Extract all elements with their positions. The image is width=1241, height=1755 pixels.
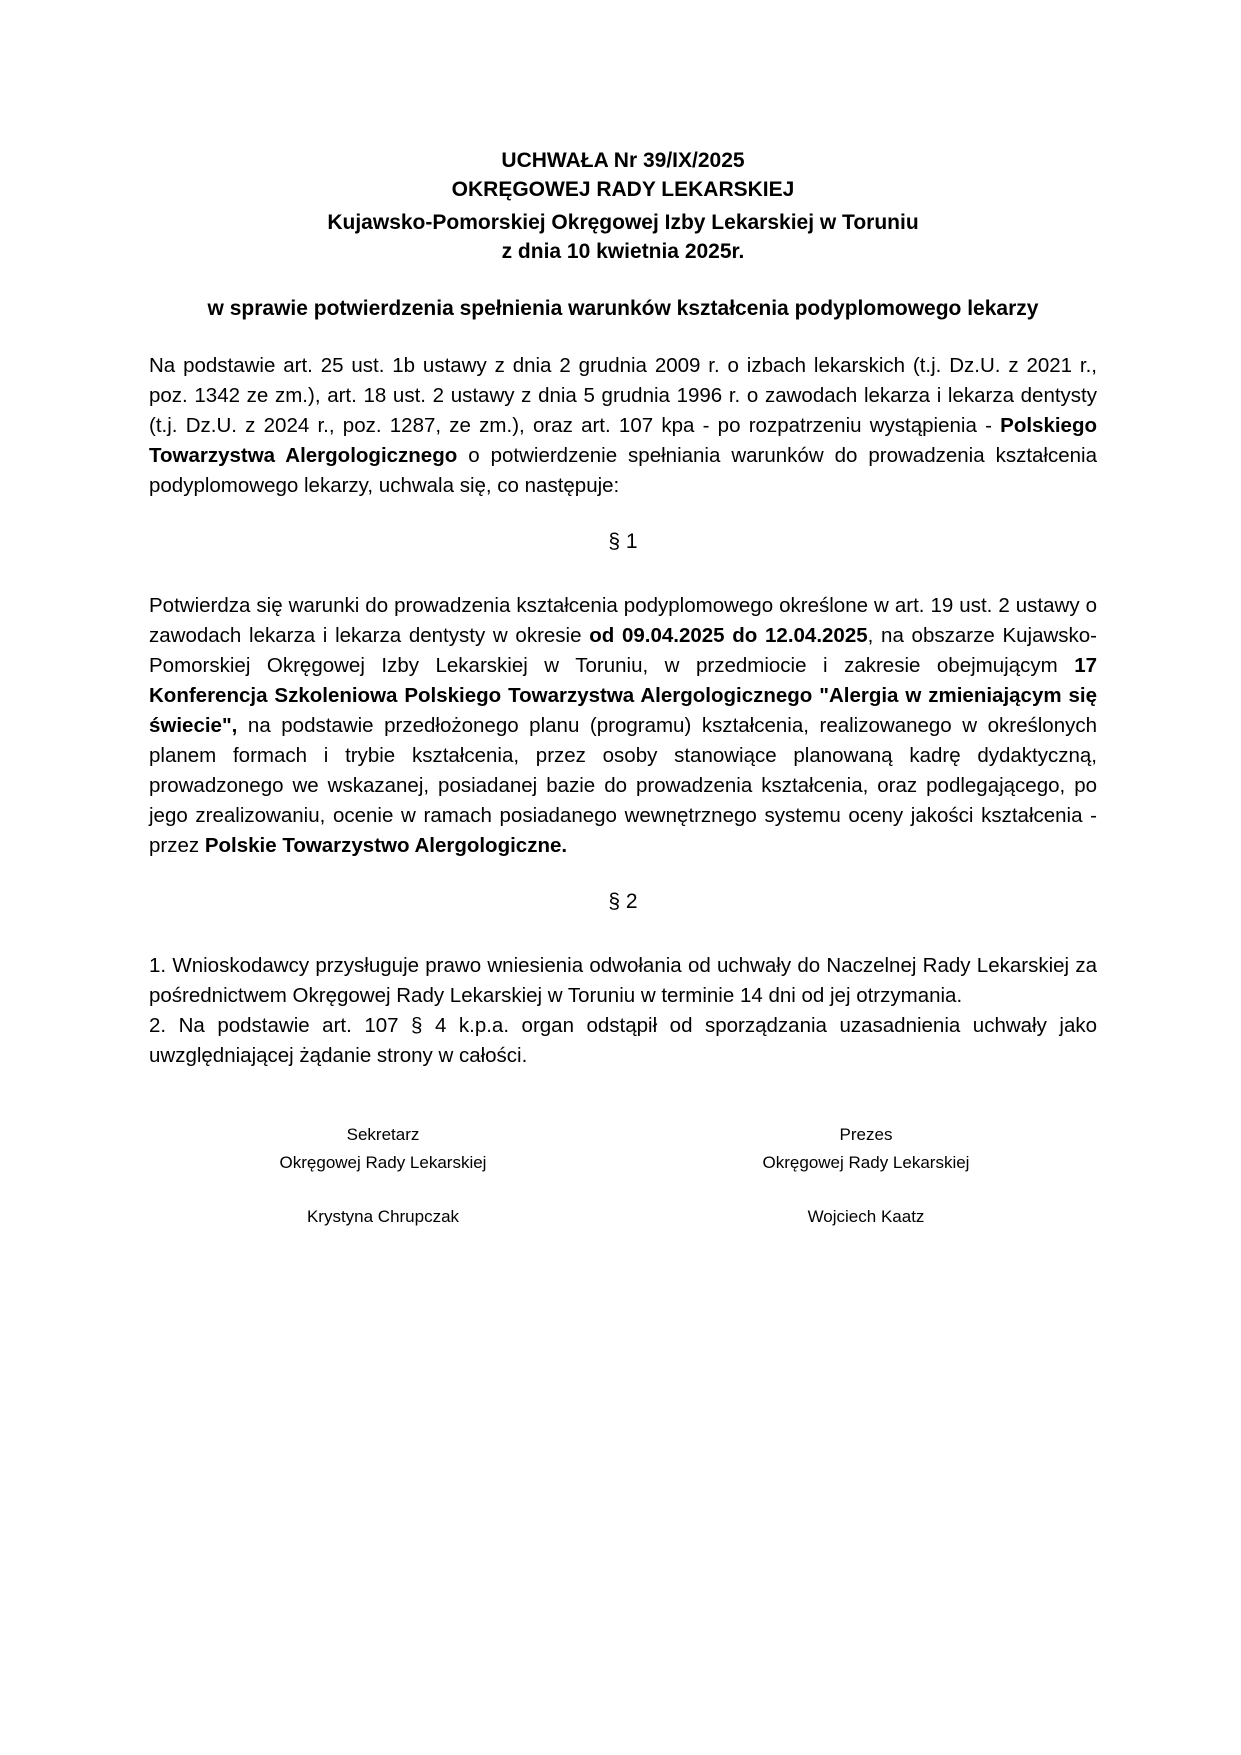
council-name: OKRĘGOWEJ RADY LEKARSKIEJ bbox=[451, 178, 795, 201]
resolution-subject: w sprawie potwierdzenia spełnienia warunków kształcenia podyplomowego lekarzy bbox=[207, 297, 1039, 320]
secretary-body: Okręgowej Rady Lekarskiej bbox=[279, 1153, 487, 1172]
legal-basis-text-1: Na podstawie art. 25 ust. 1b ustawy z dnia 2 grudnia 2009 r. o izbach lekarskich (t.j. Dz.U. z 2021 r., poz. 1342 ze zm.), art. 18 ust. 2 ustawy z dnia 5 grudnia 1996 r. o zawodach lekarza i lekarza dentysty (t.j. Dz.U. z 2024 r., poz. 1287, ze zm.), oraz art. 107 kpa - po rozpatrzeniu wystąpienia - bbox=[149, 354, 1097, 437]
secretary-name: Krystyna Chrupczak bbox=[306, 1207, 460, 1226]
president-role: Prezes bbox=[839, 1125, 893, 1144]
section-2-item-2: 2. Na podstawie art. 107 § 4 k.p.a. organ odstąpił od sporządzania uzasadnienia uchwały jako uwzględniającej żądanie strony w całości. bbox=[149, 1014, 1097, 1067]
legal-basis-paragraph bbox=[149, 351, 1097, 501]
section-1-text-3: na podstawie przedłożonego planu (programu) kształcenia, realizowanego w określonych planem formach i trybie kształcenia, przez osoby stanowiące planowaną kadrę dydaktyczną, prowadzonego we wskazanej, posiadanej bazie do prowadzenia kształcenia, oraz podlegającego, po jego zrealizowaniu, ocenie w ramach posiadanego wewnętrznego systemu oceny jakości kształcenia - przez bbox=[149, 714, 1097, 857]
signature-president bbox=[706, 1121, 1026, 1231]
section-1-text-1: Potwierdza się warunki do prowadzenia kształcenia podyplomowego określone w art. 19 ust. 2 ustawy o zawodach lekarza i lekarza dentysty w okresie bbox=[149, 594, 1097, 647]
legal-basis-text-2: o potwierdzenie spełniania warunków do prowadzenia kształcenia podyplomowego lekarzy, uchwala się, co następuje: bbox=[149, 444, 1097, 497]
section-1-mark: § 1 bbox=[608, 530, 638, 553]
chamber-name: Kujawsko-Pomorskiej Okręgowej Izby Lekarskiej w Toruniu bbox=[327, 211, 919, 234]
signature-secretary bbox=[223, 1121, 543, 1231]
signature-block bbox=[149, 1121, 1097, 1251]
organizer-name: Polskie Towarzystwo Alergologiczne. bbox=[204, 834, 568, 857]
section-1-text-2: , na obszarze Kujawsko-Pomorskiej Okręgowej Izby Lekarskiej w Toruniu, w przedmiocie i zakresie obejmującym bbox=[149, 624, 1098, 677]
training-period: od 09.04.2025 do 12.04.2025 bbox=[589, 624, 868, 647]
conference-title: 17 Konferencja Szkoleniowa Polskiego Towarzystwa Alergologicznego "Alergia w zmieniającym się świecie", bbox=[149, 654, 1097, 737]
president-body: Okręgowej Rady Lekarskiej bbox=[762, 1153, 970, 1172]
section-1-paragraph bbox=[149, 591, 1097, 861]
president-name: Wojciech Kaatz bbox=[807, 1207, 925, 1226]
secretary-role: Sekretarz bbox=[346, 1125, 420, 1144]
resolution-number: UCHWAŁA Nr 39/IX/2025 bbox=[501, 149, 745, 172]
document-content bbox=[149, 146, 1097, 1251]
section-2-items bbox=[149, 951, 1097, 1071]
section-2-item-1: 1. Wnioskodawcy przysługuje prawo wniesienia odwołania od uchwały do Naczelnej Rady Lekarskiej za pośrednictwem Okręgowej Rady Lekarskiej w Toruniu w terminie 14 dni od jej otrzymania. bbox=[149, 954, 1097, 1007]
applicant-organization: Polskiego Towarzystwa Alergologicznego bbox=[149, 414, 1097, 467]
resolution-date: z dnia 10 kwietnia 2025r. bbox=[501, 240, 745, 263]
section-2-mark: § 2 bbox=[608, 890, 638, 913]
resolution-heading bbox=[149, 146, 1097, 266]
